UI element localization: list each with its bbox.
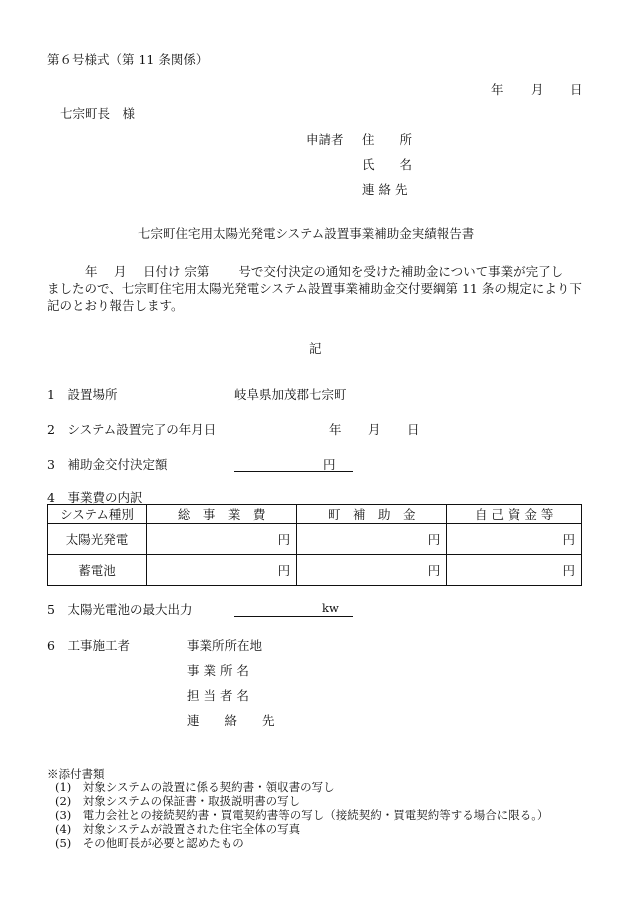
header-town-subsidy: 町 補 助 金 xyxy=(297,505,447,524)
attachment-item: (3) 電力会社との接続契約書・買電契約書等の写し（接続契約・買電契約等する場合に限る。） xyxy=(55,808,549,822)
addressee: 七宗町長 様 xyxy=(60,106,136,121)
applicant-name-label: 氏 名 xyxy=(362,157,413,172)
applicant-address-label: 住 所 xyxy=(362,132,413,147)
attachment-item: (4) 対象システムが設置された住宅全体の写真 xyxy=(55,822,301,836)
header-own-funds: 自 己 資 金 等 xyxy=(447,505,582,524)
date-year: 年 xyxy=(491,82,504,97)
row-kind: 太陽光発電 xyxy=(48,524,147,555)
attachment-item: (2) 対象システムの保証書・取扱説明書の写し xyxy=(55,794,301,808)
body-line-2: ましたので、七宗町住宅用太陽光発電システム設置事業補助金交付要綱第 11 条の規定により下 xyxy=(47,281,582,296)
item5-label: 5 太陽光電池の最大出力 xyxy=(47,602,193,617)
item5-unit: kw xyxy=(322,601,339,615)
applicant-label: 申請者 xyxy=(306,132,344,147)
item2-year: 年 xyxy=(329,422,342,437)
attachment-item: (1) 対象システムの設置に係る契約書・領収書の写し xyxy=(55,780,335,794)
date-day: 日 xyxy=(570,82,583,97)
item1-value: 岐阜県加茂郡七宗町 xyxy=(234,387,347,402)
row-kind: 蓄電池 xyxy=(48,555,147,586)
table-row xyxy=(48,524,582,555)
table-header-row xyxy=(48,505,582,524)
item3-label: 3 補助金交付決定額 xyxy=(47,457,168,472)
attachments-heading: ※添付書類 xyxy=(47,767,105,781)
item3-unit: 円 xyxy=(323,457,336,472)
attachment-item: (5) その他町長が必要と認めたもの xyxy=(55,836,244,850)
ki-heading: 記 xyxy=(309,341,322,356)
row-subsidy[interactable]: 円 xyxy=(297,524,447,555)
row-subsidy[interactable]: 円 xyxy=(297,555,447,586)
body-line-3: 記のとおり報告します。 xyxy=(47,298,184,313)
item2-day: 日 xyxy=(407,422,420,437)
document-title: 七宗町住宅用太陽光発電システム設置事業補助金実績報告書 xyxy=(138,226,475,241)
contractor-address-label: 事業所所在地 xyxy=(187,638,263,653)
body-line-1: 年 月 日付け 宗第 号で交付決定の通知を受けた補助金について事業が完了し xyxy=(60,264,564,279)
item6-label: 6 工事施工者 xyxy=(47,638,130,653)
row-total[interactable]: 円 xyxy=(147,524,297,555)
item2-month: 月 xyxy=(368,422,381,437)
cost-breakdown-table xyxy=(47,504,582,586)
item4-label: 4 事業費の内訳 xyxy=(47,490,143,505)
contractor-office-name-label: 事 業 所 名 xyxy=(187,663,249,678)
item1-label: 1 設置場所 xyxy=(47,387,118,402)
table-row xyxy=(48,555,582,586)
row-total[interactable]: 円 xyxy=(147,555,297,586)
header-system-type: システム種別 xyxy=(48,505,147,524)
item2-label: 2 システム設置完了の年月日 xyxy=(47,422,217,437)
contractor-person-label: 担 当 者 名 xyxy=(187,688,249,703)
contractor-contact-label: 連 絡 先 xyxy=(187,713,275,728)
applicant-contact-label: 連 絡 先 xyxy=(362,182,408,197)
form-number: 第６号様式（第 11 条関係） xyxy=(47,52,209,67)
row-self[interactable]: 円 xyxy=(447,555,582,586)
date-month: 月 xyxy=(531,82,544,97)
header-total-cost: 総 事 業 費 xyxy=(147,505,297,524)
row-self[interactable]: 円 xyxy=(447,524,582,555)
